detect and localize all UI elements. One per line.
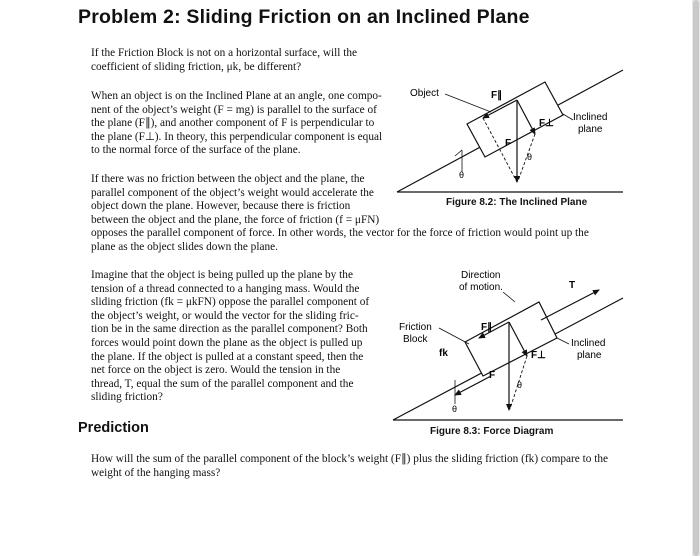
f-perp-label: F⊥ [539,118,554,129]
paragraph-tension-question [91,269,369,405]
text-line: forces would point down the plane as the object is pulled up [91,336,363,349]
theta-label-top: θ [517,380,523,390]
text-line: object down the plane. However, because there is friction [91,200,351,213]
inclined-plane-leader [563,114,573,120]
text-line: the plane (F∥), and another component of F is perpendicular to [91,117,375,130]
text-line: the plane (F⊥). In theory, this perpendicular component is equal [91,130,383,143]
theta-label-bottom: θ [459,170,465,180]
direction-label-2: of motion. [459,282,503,293]
text-line: plane as the object slides down the plane. [91,240,278,253]
text-line: How will the sum of the parallel component of the block’s weight (F∥) plus the sliding friction (fk) compare to the [91,453,609,465]
scrollbar-thumb[interactable] [693,0,699,556]
paragraph-prediction [91,453,608,480]
direction-label-1: Direction [461,270,501,281]
text-line: parallel component of the object’s weight would accelerate the [91,186,374,199]
inclined-plane-label-1: Inclined [571,338,606,349]
object-leader [445,94,491,112]
inclined-plane-label-1: Inclined [573,112,608,123]
f-weight-label: F [489,370,496,381]
friction-block-label-2: Block [403,334,428,345]
text-line: sliding friction (fk = μkFN) oppose the parallel component of [91,296,370,309]
text-line: If the Friction Block is not on a horizontal surface, will the [91,47,358,59]
text-line: If there was no friction between the object and the plane, the [91,173,365,185]
inclined-plane-label-2: plane [578,124,603,135]
friction-block [465,302,557,376]
page-title: Problem 2: Sliding Friction on an Inclined Plane [78,6,530,28]
friction-fk-label: fk [439,348,448,359]
text-line: between the object and the plane, the force of friction (f = μFN) [91,213,380,226]
object-label: Object [410,88,439,99]
figure-inclined-plane [385,60,625,200]
figure-force-diagram [385,262,625,430]
f-weight-label: F [505,138,512,149]
friction-block-label-1: Friction [399,322,432,333]
text-line: the object’s weight, or would the vector for the sliding fric- [91,309,359,322]
paragraph-inclined-plane-components [91,90,382,158]
f-parallel-label: F∥ [491,90,503,101]
prediction-heading: Prediction [78,420,149,436]
text-line: Imagine that the object is being pulled up the plane by the [91,269,353,281]
figure-8-3-caption: Figure 8.3: Force Diagram [430,426,554,437]
text-line: to the normal force of the surface of the plane. [91,144,301,157]
paragraph-question-intro [91,47,357,74]
text-line: sliding friction? [91,391,163,404]
inclined-plane-label-2: plane [577,350,602,361]
f-parallel-label: F∥ [481,322,493,333]
figure-8-2-caption: Figure 8.2: The Inclined Plane [446,197,588,208]
friction-fk-arrow [455,376,491,395]
vertical-scrollbar[interactable] [692,0,700,556]
theta-label-bottom: θ [452,404,458,414]
inclined-plane-leader [557,338,569,344]
text-line: the plane. If the object is pulled at a constant speed, then the [91,350,364,363]
text-line: coefficient of sliding friction, μk, be different? [91,60,302,73]
text-line: net force on the object is zero. Would the tension in the [91,364,341,377]
f-perp-label: F⊥ [531,350,546,361]
text-line: nent of the object’s weight (F = mg) is parallel to the surface of [91,103,377,116]
direction-leader [503,292,515,302]
perpendicular-reference-line [455,150,462,156]
text-line: tension of a thread connected to a hanging mass. Would the [91,282,360,295]
text-line: opposes the parallel component of force. In other words, the vector for the force of friction would point up the [91,227,589,240]
text-line: weight of the hanging mass? [91,466,221,479]
theta-label-top: θ [527,152,533,162]
text-line: tion be in the same direction as the parallel component? Both [91,323,368,336]
friction-block-leader [439,328,469,344]
tension-label: T [569,280,576,291]
text-line: thread, T, equal the sum of the parallel component and the [91,377,354,390]
text-line: When an object is on the Inclined Plane at an angle, one compo- [91,90,382,102]
